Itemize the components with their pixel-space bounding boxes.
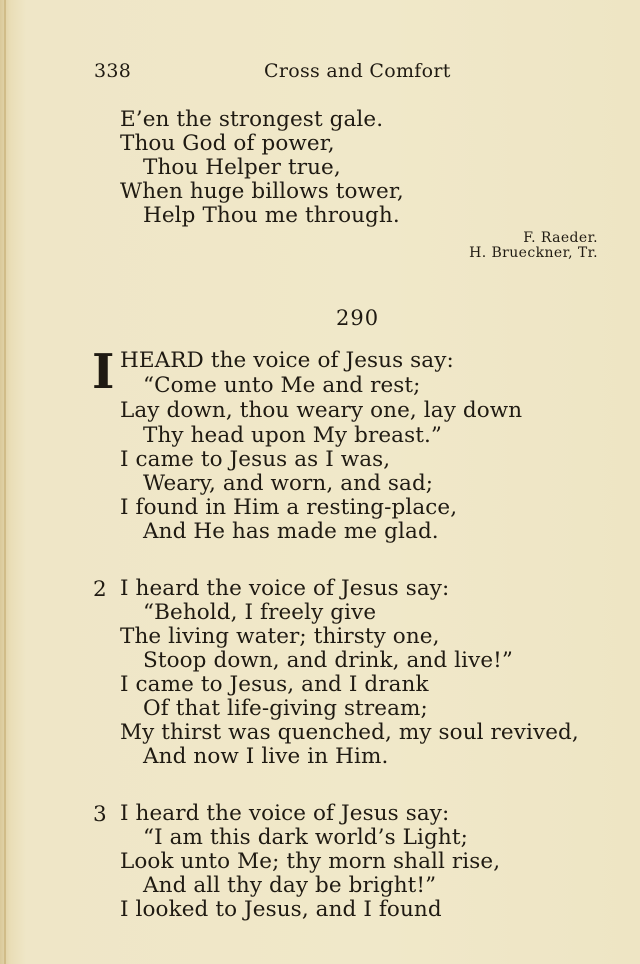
- stanza-line: I came to Jesus as I was,: [120, 447, 391, 472]
- page-gutter: [4, 0, 6, 964]
- stanza-line: I heard the voice of Jesus say:: [120, 576, 450, 601]
- hymn-number: 290: [336, 306, 380, 330]
- prev-hymn-line: Thou Helper true,: [143, 155, 341, 180]
- stanza-line: Look unto Me; thy morn shall rise,: [120, 849, 501, 874]
- stanza-line: And now I live in Him.: [143, 744, 389, 769]
- stanza-line: Weary, and worn, and sad;: [143, 471, 434, 496]
- dropcap-initial: I: [92, 344, 115, 400]
- stanza-line: I looked to Jesus, and I found: [120, 897, 442, 922]
- prev-hymn-line: E’en the strongest gale.: [120, 107, 384, 132]
- stanza-line: “I am this dark world’s Light;: [143, 825, 468, 850]
- stanza-line: HEARD the voice of Jesus say:: [120, 348, 454, 373]
- stanza-number: 2: [93, 577, 107, 602]
- stanza-line: I found in Him a resting-place,: [120, 495, 458, 520]
- stanza-line: I heard the voice of Jesus say:: [120, 801, 450, 826]
- prev-hymn-line: Thou God of power,: [120, 131, 335, 156]
- stanza-line: And He has made me glad.: [143, 519, 439, 544]
- stanza-line: And all thy day be bright!”: [143, 873, 437, 898]
- prev-hymn-line: Help Thou me through.: [143, 203, 400, 228]
- stanza-line: My thirst was quenched, my soul revived,: [120, 720, 579, 745]
- stanza-number: 3: [93, 802, 107, 827]
- stanza-line: The living water; thirsty one,: [120, 624, 440, 649]
- page-number: 338: [94, 60, 132, 82]
- hymn-translator: H. Brueckner, Tr.: [469, 245, 598, 261]
- stanza-line: “Behold, I freely give: [143, 600, 377, 625]
- stanza-line: “Come unto Me and rest;: [143, 373, 421, 398]
- stanza-line: Thy head upon My breast.”: [143, 423, 442, 448]
- stanza-line: Lay down, thou weary one, lay down: [120, 398, 523, 423]
- running-title: Cross and Comfort: [264, 60, 451, 82]
- stanza-line: Of that life-giving stream;: [143, 696, 428, 721]
- stanza-line: I came to Jesus, and I drank: [120, 672, 429, 697]
- hymn-author: F. Raeder.: [523, 230, 598, 246]
- stanza-line: Stoop down, and drink, and live!”: [143, 648, 514, 673]
- prev-hymn-line: When huge billows tower,: [120, 179, 404, 204]
